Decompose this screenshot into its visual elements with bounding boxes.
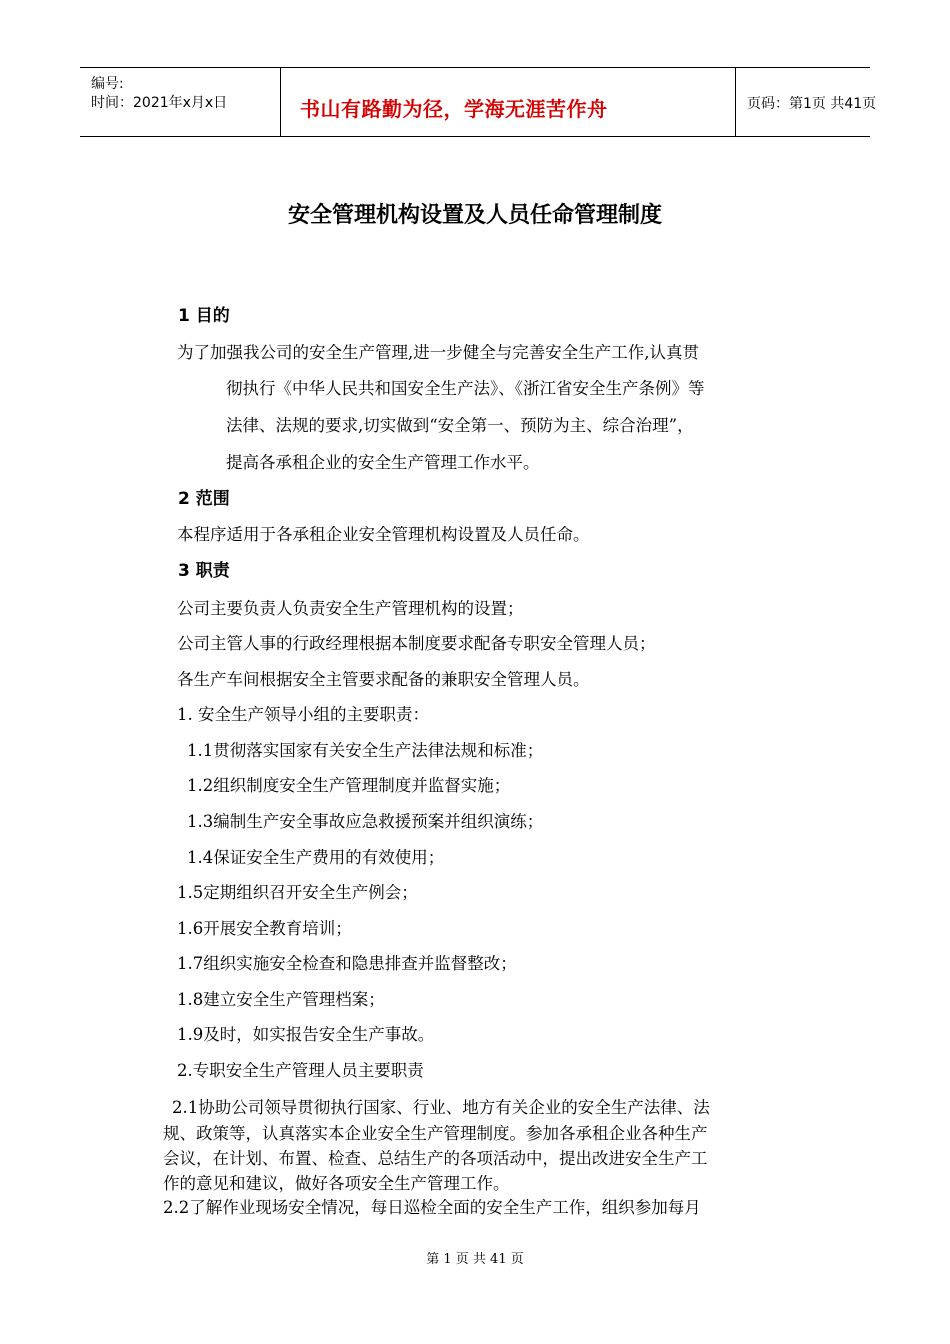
list-item: 作的意见和建议，做好各项安全生产管理工作。: [163, 1174, 510, 1193]
list-item: 1.2组织制度安全生产管理制度并监督实施；: [187, 776, 511, 795]
list-item: 2.2了解作业现场安全情况，每日巡检全面的安全生产工作，组织参加每月: [163, 1198, 701, 1217]
section-2-heading: 2 范围: [178, 489, 230, 509]
list-item: 规、政策等，认真落实本企业安全生产管理制度。参加各承租企业各种生产: [163, 1124, 708, 1143]
page-footer: 第 1 页 共 41 页: [426, 1252, 524, 1267]
section-3-paragraph: 各生产车间根据安全主管要求配备的兼职安全管理人员。: [177, 670, 590, 689]
section-1-paragraph: 法律、法规的要求,切实做到“安全第一、预防为主、综合治理”，: [226, 416, 694, 435]
list-item: 1.9及时，如实报告安全生产事故。: [177, 1025, 435, 1044]
section-3-paragraph: 公司主管人事的行政经理根据本制度要求配备专职安全管理人员；: [177, 634, 656, 653]
header-motto-cell: [280, 68, 736, 136]
list-item: 1.7组织实施安全检查和隐患排查并监督整改；: [177, 954, 517, 973]
section-1-paragraph: 为了加强我公司的安全生产管理,进一步健全与完善安全生产工作,认真贯: [177, 343, 699, 362]
section-3-paragraph: 公司主要负责人负责安全生产管理机构的设置；: [177, 599, 524, 618]
list-item: 1.6开展安全教育培训；: [177, 919, 352, 938]
header-page-code: 页码：第1页 共41页: [747, 96, 877, 112]
list-item: 1.4保证安全生产费用的有效使用；: [187, 848, 445, 867]
header-meta-cell: [80, 68, 281, 136]
section-2-paragraph: 本程序适用于各承租企业安全管理机构设置及人员任命。: [177, 525, 590, 544]
document-time: 时间：2021年x月x日: [91, 95, 228, 111]
list-item: 2.专职安全生产管理人员主要职责: [177, 1061, 424, 1080]
header-motto: 书山有路勤为径，学海无涯苦作舟: [300, 97, 608, 121]
list-item: 1.5定期组织召开安全生产例会；: [177, 883, 418, 902]
document-title: 安全管理机构设置及人员任命管理制度: [287, 203, 662, 228]
list-item: 1.3编制生产安全事故应急救援预案并组织演练；: [187, 812, 544, 831]
list-item: 1.1贯彻落实国家有关安全生产法律法规和标准；: [187, 741, 544, 760]
list-item: 1.8建立安全生产管理档案；: [177, 990, 385, 1009]
document-header: [80, 67, 877, 137]
list-item: 1. 安全生产领导小组的主要职责：: [177, 705, 429, 724]
section-1-paragraph: 提高各承租企业的安全生产管理工作水平。: [226, 453, 540, 472]
section-3-heading: 3 职责: [178, 561, 230, 581]
header-page-cell: [735, 68, 877, 136]
section-1-paragraph: 彻执行《中华人民共和国安全生产法》、《浙江省安全生产条例》等: [226, 379, 705, 398]
list-item: 会议，在计划、布置、检查、总结生产的各项活动中，提出改进安全生产工: [163, 1149, 708, 1168]
document-number-label: 编号:: [91, 76, 124, 92]
section-1-heading: 1 目的: [178, 306, 230, 326]
list-item: 2.1协助公司领导贯彻执行国家、行业、地方有关企业的安全生产法律、法: [172, 1098, 710, 1117]
